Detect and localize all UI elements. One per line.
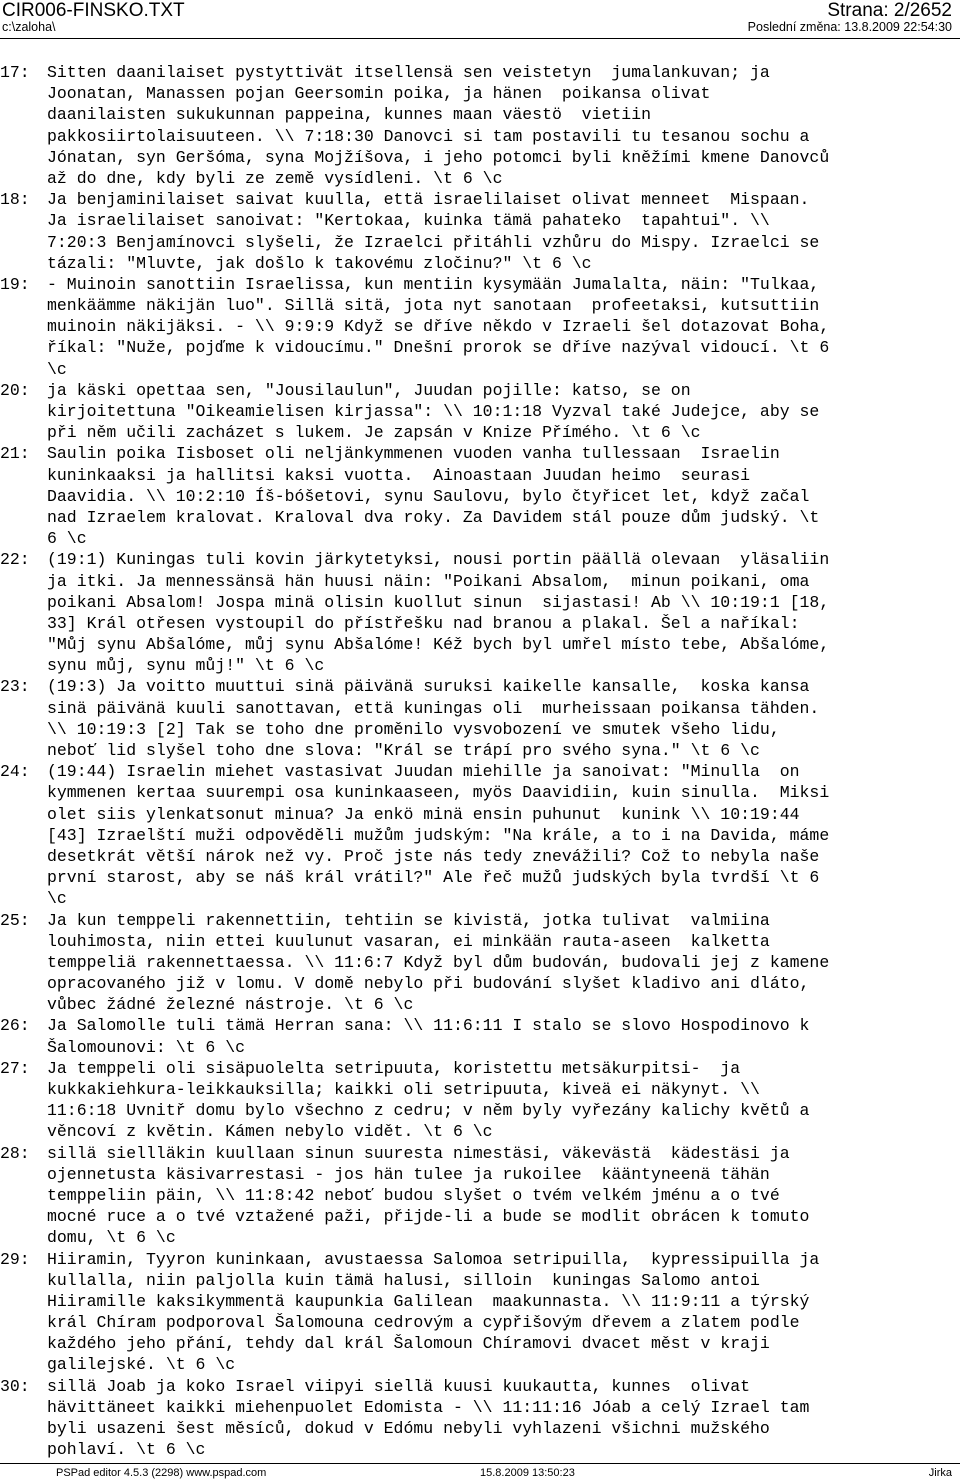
text-line <box>0 62 960 83</box>
line-number: 24: <box>0 762 30 782</box>
line-text: Saulin poika Iisboset oli neljänkymmenen vuoden vanha tullessaan Israelin <box>47 444 780 464</box>
line-text: Sitten daanilaiset pystyttivät itsellensä sen veistetyn jumalankuvan; ja <box>47 63 770 82</box>
text-line <box>0 719 960 740</box>
text-line <box>0 83 960 104</box>
header-rule <box>0 38 960 39</box>
text-line <box>0 1206 960 1227</box>
text-line <box>0 359 960 380</box>
line-text: kirjoitettuna "Oikeamielisen kirjassa": \\ 10:1:18 Vyzval také Judejce, aby se <box>47 402 820 421</box>
text-line <box>0 698 960 719</box>
line-text: desetkrát větší nárok než vy. Proč jste nás tedy znevážili? Což to nebyla naše <box>47 846 820 866</box>
text-line <box>0 189 960 210</box>
text-line <box>0 740 960 761</box>
text-line <box>0 1079 960 1100</box>
line-text: synu můj, synu můj!" \t 6 \c <box>47 656 325 676</box>
line-text: 7:20:3 Benjamínovci slyšeli, že Izraelci přitáhli vzhůru do Mispy. Izraelci se <box>47 232 820 252</box>
text-line <box>0 1058 960 1079</box>
line-text: Ja israelilaiset sanoivat: "Kertokaa, kuinka tämä pahateko tapahtui". \\ <box>47 211 770 231</box>
line-text: při něm učili zacházet s lukem. Je zapsán v Knize Přímého. \t 6 \c <box>47 423 701 443</box>
text-line <box>0 401 960 422</box>
line-text: sillä siellläkin kuullaan sinun suuresta nimestäsi, väkevästä kädestäsi ja <box>47 1143 790 1163</box>
text-line <box>0 782 960 803</box>
text-line <box>0 1249 960 1270</box>
text-line <box>0 1333 960 1354</box>
text-line <box>0 1100 960 1121</box>
text-line <box>0 1439 960 1460</box>
line-text: Ja kun temppeli rakennettiin, tehtiin se kivistä, jotka tulivat valmiina <box>47 910 770 930</box>
text-line <box>0 571 960 592</box>
line-text: mocné ruce a o tvé vztažené paži, přijde-li a bude se modlit obrácen k tomuto <box>47 1207 810 1227</box>
line-text: byli usazeni šest měsíců, dokud v Edómu nebyli vyhlazeni všichni mužského <box>47 1419 770 1438</box>
line-text: sillä Joab ja koko Israel viipyi siellä kuusi kuukautta, kunnes olivat <box>47 1376 751 1396</box>
line-text: Daavidia. \\ 10:2:10 Íš-bóšetovi, synu Saulovu, bylo čtyřicet let, když začal <box>47 486 810 506</box>
line-text: až do dne, kdy byli ze země vysídleni. \t 6 \c <box>47 168 503 188</box>
line-number: 28: <box>0 1143 30 1163</box>
text-line <box>0 486 960 507</box>
text-line <box>0 1037 960 1058</box>
text-line <box>0 549 960 570</box>
line-number: 22: <box>0 550 30 570</box>
editor-info: PSPad editor 4.5.3 (2298) www.pspad.com <box>56 1467 267 1479</box>
line-number: 20: <box>0 380 30 400</box>
text-line <box>0 634 960 655</box>
line-text: Šalomounovi: \t 6 \c <box>47 1037 246 1057</box>
line-text: král Chíram podporoval Šalomouna cedrovým a cypřišovým dřevem a zlatem podle <box>47 1313 800 1333</box>
text-line <box>0 1354 960 1375</box>
text-line <box>0 761 960 782</box>
text-line <box>0 380 960 401</box>
line-text: říkal: "Nuže, pojďme k vidoucímu." Dnešní prorok se dříve nazýval vidoucí. \t 6 <box>47 338 830 358</box>
line-text: \c <box>47 359 67 379</box>
line-text: daanilaisten sukukunnan pappeina, kunnes maan väestö vietiin <box>47 105 651 125</box>
line-text: louhimosta, niin ettei kuulunut vasaran, ei minkään rauta-aseen kalketta <box>47 931 770 951</box>
text-line <box>0 931 960 952</box>
text-line <box>0 1227 960 1248</box>
text-line <box>0 1312 960 1333</box>
line-text: vůbec žádné železné nástroje. \t 6 \c <box>47 995 414 1015</box>
line-text: \\ 10:19:3 [2] Tak se toho dne proměnilo vysvobození ve smutek všeho lidu, <box>47 719 780 739</box>
text-line <box>0 232 960 253</box>
text-line <box>0 443 960 464</box>
text-line <box>0 1121 960 1142</box>
line-text: opracovaného již v lomu. V domě nebylo při budování slyšet kladivo ani dláto, <box>47 974 810 994</box>
line-text: menkäämme näkijän luo". Sillä sitä, jota nyt sanotaan profeetaksi, kutsuttiin <box>47 296 820 316</box>
text-line <box>0 910 960 931</box>
line-text: Ja benjaminilaiset saivat kuulla, että israelilaiset olivat menneet Mispaan. <box>47 190 810 210</box>
text-line <box>0 1015 960 1036</box>
line-text: pohlaví. \t 6 \c <box>47 1440 206 1460</box>
line-text: kullalla, niin paljolla kuin tämä halusi, silloin kuningas Salomo antoi <box>47 1270 760 1290</box>
text-line <box>0 104 960 125</box>
line-text: - Muinoin sanottiin Israelissa, kun mentiin kysymään Jumalalta, näin: "Tulkaa, <box>47 274 820 294</box>
text-line <box>0 973 960 994</box>
line-number: 17: <box>0 63 30 82</box>
page-number: Strana: 2/2652 <box>827 0 952 21</box>
line-text: temppeliin päin, \\ 11:8:42 neboť budou slyšet o tvém velkém jménu a o tvé <box>47 1185 780 1205</box>
page-header <box>0 0 960 44</box>
text-line <box>0 147 960 168</box>
text-line <box>0 994 960 1015</box>
line-text: 33] Král otřesen vystoupil do přístřešku nad branou a plakal. Šel a naříkal: <box>47 613 800 633</box>
text-body <box>0 62 960 1460</box>
line-text: hävittäneet kaikki miehenpuolet Edomista - \\ 11:11:16 Jóab a celý Izrael tam <box>47 1397 810 1417</box>
line-text: [43] Izraelští muži odpověděli mužům judským: "Na krále, a to i na Davida, máme <box>47 825 830 845</box>
line-text: (19:1) Kuningas tuli kovin järkytetyksi, nousi portin päällä olevaan yläsaliin <box>47 550 830 570</box>
text-line <box>0 825 960 846</box>
text-line <box>0 804 960 825</box>
line-text: muinoin näkijäksi. - \\ 9:9:9 Když se dříve někdo v Izraeli šel dotazovat Boha, <box>47 317 830 337</box>
text-line <box>0 295 960 316</box>
line-text: tázali: "Mluvte, jak došlo k takovému zločinu?" \t 6 \c <box>47 253 592 273</box>
last-modified: Poslední změna: 13.8.2009 22:54:30 <box>747 20 952 34</box>
line-text: první starost, aby se náš král vrátil?" Ale řeč mužů judských byla tvrdší \t 6 <box>47 868 820 888</box>
line-text: kymmenen kertaa suurempi osa kuninkaaseen, myös Daavidiin, kuin sinulla. Miksi <box>47 783 830 803</box>
line-number: 26: <box>0 1016 30 1036</box>
text-line <box>0 1291 960 1312</box>
line-text: ojennetusta käsivarrestasi - jos hän tulee ja rukoilee kääntyneenä tähän <box>47 1164 770 1184</box>
line-number: 25: <box>0 910 30 930</box>
line-text: ja itki. Ja mennessänsä hän huusi näin: "Poikani Absalom, minun poikani, oma <box>47 571 810 591</box>
line-number: 27: <box>0 1058 30 1078</box>
text-line <box>0 210 960 231</box>
text-line <box>0 1418 960 1439</box>
line-text: poikani Absalom! Jospa minä olisin kuollut sinun sijastasi! Ab \\ 10:19:1 [18, <box>47 592 830 612</box>
line-text: Ja Salomolle tuli tämä Herran sana: \\ 11:6:11 I stalo se slovo Hospodinovo k <box>47 1016 810 1036</box>
file-name: CIR006-FINSKO.TXT <box>2 0 185 21</box>
author-name: Jirka <box>928 1467 952 1479</box>
line-text: 6 \c <box>47 529 87 549</box>
text-line <box>0 867 960 888</box>
line-text: 11:6:18 Uvnitř domu bylo všechno z cedru; v něm byly vyřezány kalichy květů a <box>47 1101 810 1121</box>
line-number: 19: <box>0 274 30 294</box>
page-footer <box>0 1463 960 1482</box>
text-line <box>0 126 960 147</box>
line-text: galilejské. \t 6 \c <box>47 1355 236 1375</box>
line-text: temppeliä rakennettaessa. \\ 11:6:7 Když byl dům budován, budovali jej z kamene <box>47 952 830 972</box>
line-text: Jónatan, syn Geršóma, syna Mojžíšova, i jeho potomci byli kněžími kmene Danovců <box>47 147 830 167</box>
text-line <box>0 1270 960 1291</box>
line-number: 23: <box>0 677 30 697</box>
line-number: 30: <box>0 1376 30 1396</box>
text-line <box>0 168 960 189</box>
line-text: "Můj synu Abšalóme, můj synu Abšalóme! Kéž bych byl umřel místo tebe, Abšalóme, <box>47 635 830 655</box>
file-path: c:\zaloha\ <box>2 20 56 34</box>
line-text: sinä päivänä kuuli sanottavan, että kuningas oli murheissaan poikansa tähden. <box>47 698 820 718</box>
line-text: neboť lid slyšel toho dne slova: "Král se trápí pro svého syna." \t 6 \c <box>47 741 760 760</box>
text-line <box>0 422 960 443</box>
line-number: 18: <box>0 190 30 210</box>
line-text: každého jeho přání, tehdy dal král Šalomoun Chíramovi dvacet měst v kraji <box>47 1334 770 1354</box>
text-line <box>0 465 960 486</box>
line-text: olet siis ylenkatsonut minua? Ja enkö minä ensin puhunut kunink \\ 10:19:44 <box>47 804 800 824</box>
line-text: Joonatan, Manassen pojan Geersomin poika, ja hänen poikansa olivat <box>47 84 711 104</box>
line-text: \c <box>47 889 67 909</box>
line-text: Ja temppeli oli sisäpuolelta setripuuta, koristettu metsäkurpitsi- ja <box>47 1058 741 1078</box>
text-line <box>0 952 960 973</box>
line-text: kukkakiehkura-leikkauksilla; kaikki oli setripuuta, kiveä ei näkynyt. \\ <box>47 1080 760 1099</box>
line-text: (19:3) Ja voitto muuttui sinä päivänä suruksi kaikelle kansalle, koska kansa <box>47 677 810 697</box>
line-text: domu, \t 6 \c <box>47 1228 176 1248</box>
line-text: pakkosiirtolaisuuteen. \\ 7:18:30 Danovci si tam postavili tu tesanou sochu a <box>47 126 810 146</box>
print-date: 15.8.2009 13:50:23 <box>480 1467 575 1479</box>
text-line <box>0 888 960 909</box>
text-line <box>0 1397 960 1418</box>
text-line <box>0 846 960 867</box>
line-text: (19:44) Israelin miehet vastasivat Juudan miehille ja sanoivat: "Minulla on <box>47 762 800 782</box>
line-text: nad Izraelem kralovat. Kraloval dva roky. Za Davidem stál pouze dům judský. \t <box>47 507 820 527</box>
line-text: kuninkaaksi ja hallitsi kaksi vuotta. Ainoastaan Juudan heimo seurasi <box>47 465 751 485</box>
text-line <box>0 1376 960 1397</box>
text-line <box>0 676 960 697</box>
text-line <box>0 337 960 358</box>
text-line <box>0 592 960 613</box>
footer-rule <box>0 1463 960 1464</box>
text-line <box>0 528 960 549</box>
text-line <box>0 1164 960 1185</box>
line-number: 29: <box>0 1249 30 1269</box>
text-line <box>0 655 960 676</box>
text-line <box>0 613 960 634</box>
text-line <box>0 1143 960 1164</box>
text-line <box>0 507 960 528</box>
line-text: Hiiramille kaksikymmentä kaupunkia Galilean maakunnasta. \\ 11:9:11 a týrský <box>47 1291 810 1311</box>
line-text: Hiiramin, Tyyron kuninkaan, avustaessa Salomoa setripuilla, kypressipuilla ja <box>47 1249 820 1269</box>
text-line <box>0 1185 960 1206</box>
text-line <box>0 316 960 337</box>
line-text: věncoví z květin. Kámen nebylo vidět. \t 6 \c <box>47 1122 493 1142</box>
line-number: 21: <box>0 444 30 464</box>
text-line <box>0 253 960 274</box>
text-line <box>0 274 960 295</box>
line-text: ja käski opettaa sen, "Jousilaulun", Juudan pojille: katso, se on <box>47 380 691 400</box>
